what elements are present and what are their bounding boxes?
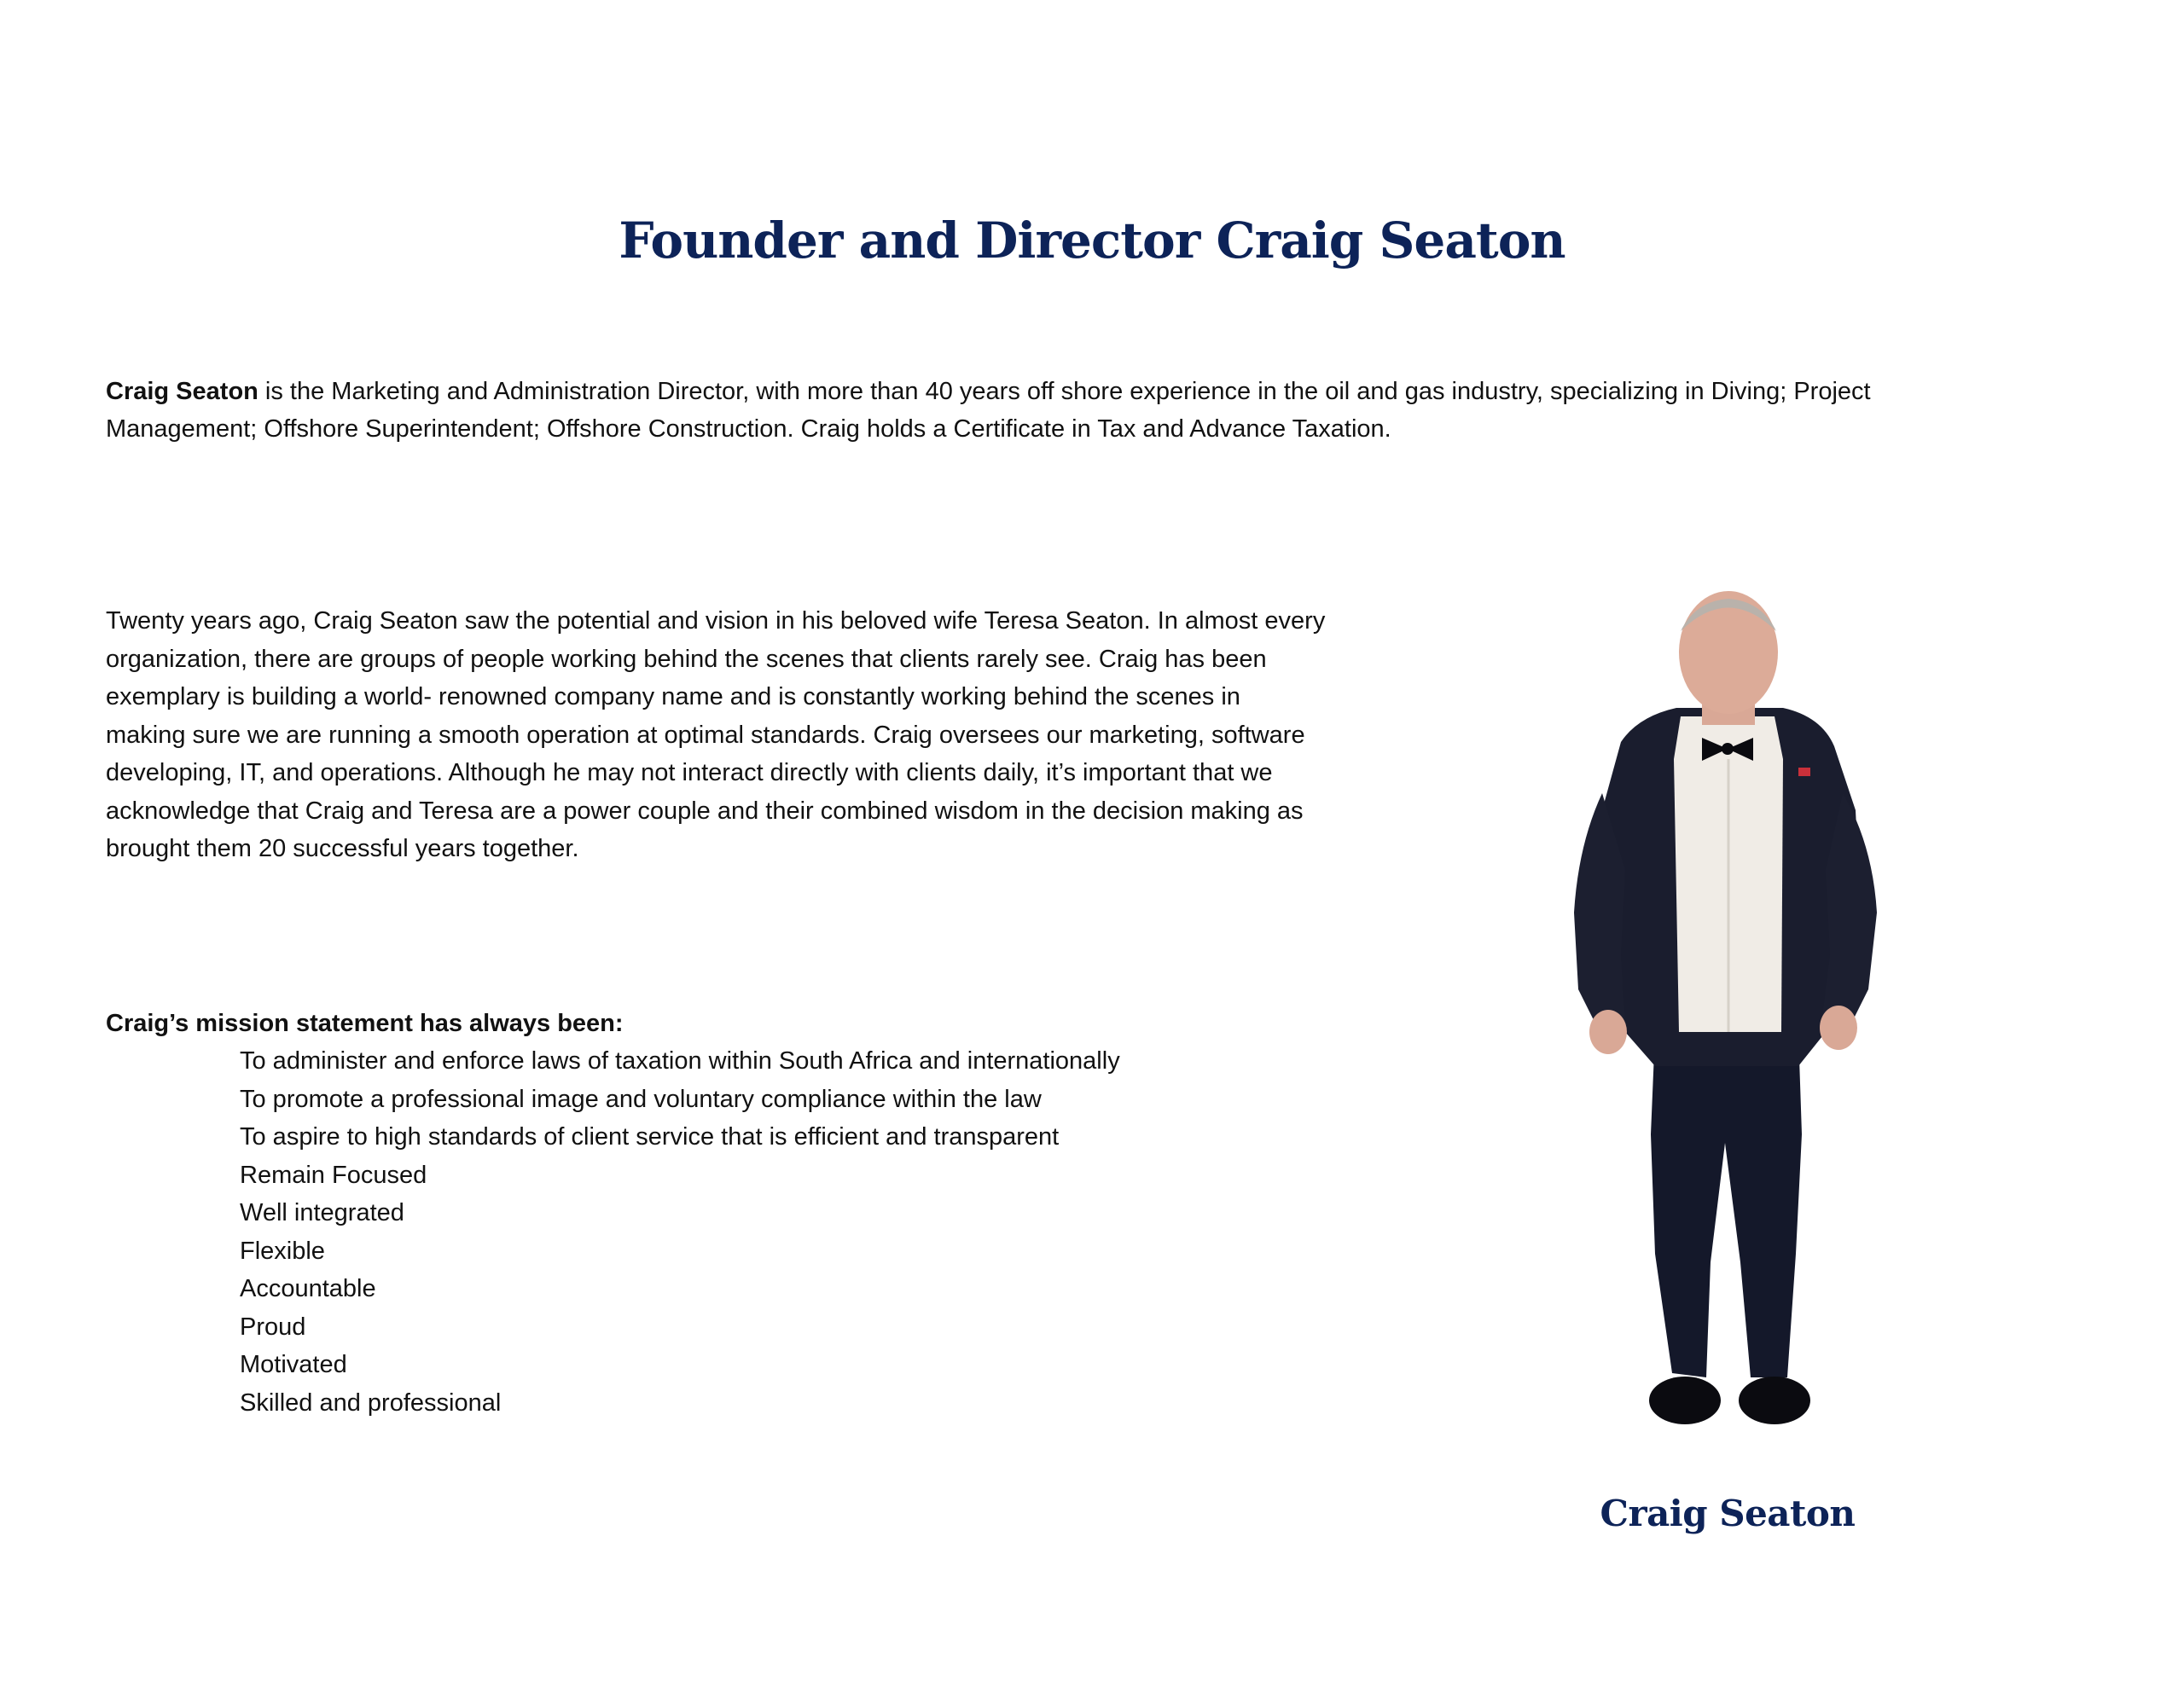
mission-item: Well integrated <box>240 1199 404 1226</box>
mission-item: To administer and enforce laws of taxation within South Africa and internationally <box>240 1047 1120 1075</box>
mission-item: Remain Focused <box>240 1161 427 1189</box>
mission-list <box>240 1042 1120 1422</box>
mission-item: Skilled and professional <box>240 1388 502 1417</box>
mission-item: Flexible <box>240 1237 325 1265</box>
mission-item: To promote a professional image and voluntary compliance within the law <box>240 1085 1042 1113</box>
photo-caption: Craig Seaton <box>1600 1493 1856 1534</box>
intro-text: is the Marketing and Administration Director, with more than 40 years off shore experience in the oil and gas industry, specializing in Diving; Project Management; Offshore Superintendent; Offshore Construction. Craig holds a Certificate in Tax and Advance Taxation. <box>106 378 1871 443</box>
mission-heading: Craig’s mission statement has always been: <box>106 1010 624 1037</box>
intro-paragraph <box>106 373 2017 448</box>
portrait-photo <box>1527 588 1928 1458</box>
mission-item: To aspire to high standards of client service that is efficient and transparent <box>240 1123 1060 1151</box>
intro-name: Craig Seaton <box>106 378 258 405</box>
page-title: Founder and Director Craig Seaton <box>619 212 1565 270</box>
story-paragraph: Twenty years ago, Craig Seaton saw the potential and vision in his beloved wife Teresa Seaton. In almost every organization, there are groups of people working behind the scenes that clients rarely see. Craig has been exemplary is building a world- renowned company name and is constantly working behind the scenes in making sure we are running a smooth operation at optimal standards. Craig oversees our marketing, software developing, IT, and operations. Although he may not interact directly with clients daily, it’s important that we acknowledge that Craig and Teresa are a power couple and their combined wisdom in the decision making as brought them 20 successful years together. <box>106 607 1326 862</box>
mission-item: Accountable <box>240 1275 376 1302</box>
mission-item: Proud <box>240 1313 306 1341</box>
mission-item: Motivated <box>240 1351 347 1378</box>
